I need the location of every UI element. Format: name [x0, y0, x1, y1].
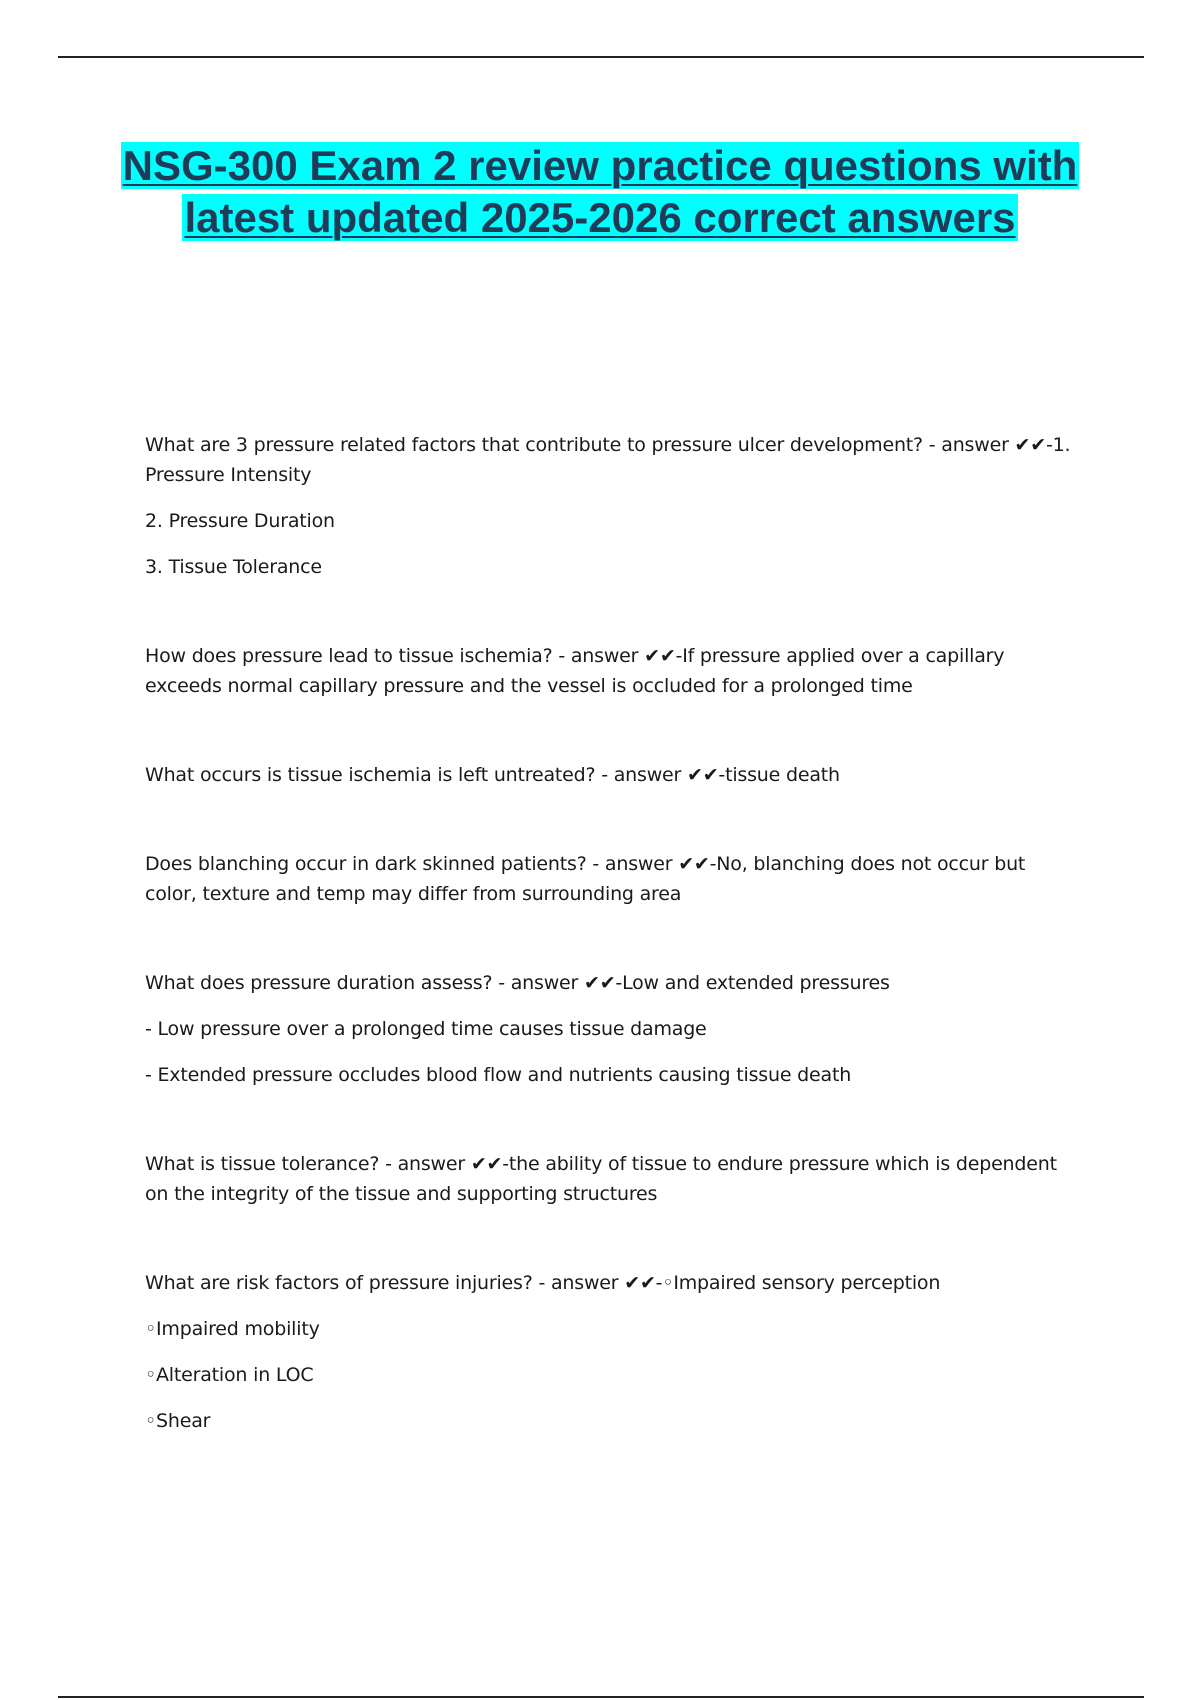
qa-item — [145, 968, 1075, 1090]
top-rule — [58, 56, 1144, 58]
document-title-block — [120, 140, 1080, 244]
qa-item — [145, 1149, 1075, 1209]
qa-answer-line: ◦Alteration in LOC — [145, 1364, 314, 1386]
qa-answer-line: 2. Pressure Duration — [145, 510, 335, 532]
qa-question-line: How does pressure lead to tissue ischemia? - answer ✔✔-If pressure applied over a capillary exceeds normal capillary pressure and the vessel is occluded for a prolonged time — [145, 645, 1005, 697]
bottom-rule — [58, 1696, 1144, 1698]
qa-question-line: What are risk factors of pressure injuries? - answer ✔✔-◦Impaired sensory perception — [145, 1272, 941, 1294]
qa-item — [145, 1268, 1075, 1436]
qa-item — [145, 760, 1075, 790]
qa-question-line: What occurs is tissue ischemia is left untreated? - answer ✔✔-tissue death — [145, 764, 840, 786]
qa-question-line: What is tissue tolerance? - answer ✔✔-the ability of tissue to endure pressure which is dependent on the integrity of the tissue and supporting structures — [145, 1153, 1057, 1205]
qa-item — [145, 641, 1075, 701]
qa-question-line: Does blanching occur in dark skinned patients? - answer ✔✔-No, blanching does not occur but color, texture and temp may differ from surrounding area — [145, 853, 1026, 905]
qa-answer-line: 3. Tissue Tolerance — [145, 556, 322, 578]
qa-item — [145, 430, 1075, 582]
qa-answer-line: ◦Impaired mobility — [145, 1318, 320, 1340]
qa-question-line: What does pressure duration assess? - answer ✔✔-Low and extended pressures — [145, 972, 890, 994]
qa-item — [145, 849, 1075, 909]
qa-question-line: What are 3 pressure related factors that contribute to pressure ulcer development? - answer ✔✔-1. Pressure Intensity — [145, 434, 1071, 486]
qa-answer-line: - Extended pressure occludes blood flow and nutrients causing tissue death — [145, 1064, 852, 1086]
qa-list — [145, 430, 1075, 1495]
qa-answer-line: ◦Shear — [145, 1410, 211, 1432]
document-title: NSG-300 Exam 2 review practice questions with latest updated 2025-2026 correct answers — [122, 142, 1078, 241]
qa-answer-line: - Low pressure over a prolonged time causes tissue damage — [145, 1018, 707, 1040]
